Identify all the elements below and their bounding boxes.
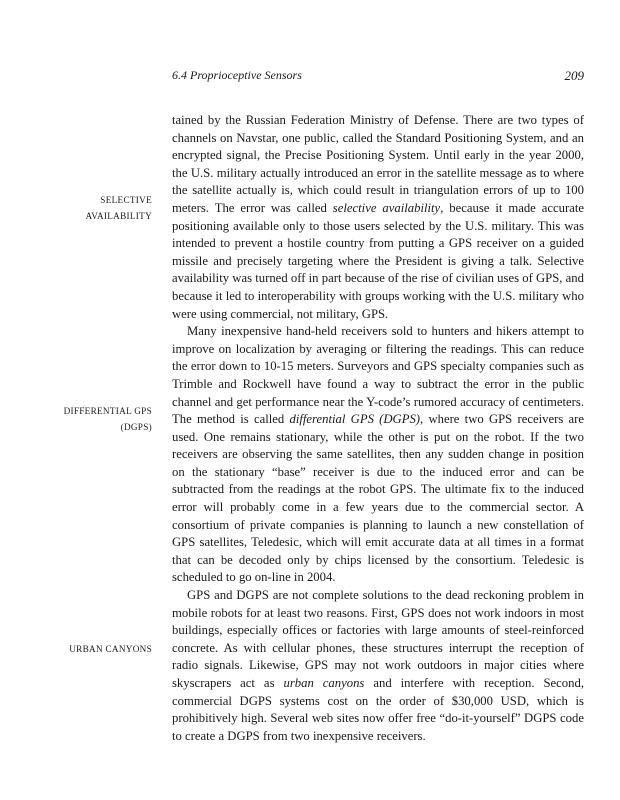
margin-note-line: SELECTIVE xyxy=(100,195,152,205)
section-title: 6.4 Proprioceptive Sensors xyxy=(172,68,302,82)
margin-note-line: URBAN CANYONS xyxy=(69,644,152,654)
text-run: and interfere with reception. Second, commercial DGPS systems cost on the order of $30,000 USD, which is prohibitively high. Several web sites now offer free “do-it-yourself” DGPS code to create a DGPS from two inexpensive receivers. xyxy=(172,676,585,743)
margin-note-line: DIFFERENTIAL GPS xyxy=(63,406,152,416)
paragraph-1 xyxy=(172,112,584,323)
margin-note-urban-canyons xyxy=(30,641,152,657)
margin-note-differential-gps xyxy=(30,403,152,435)
text-run: tained by the Russian Federation Ministry of Defense. There are two types of channels on Navstar, one public, called the Standard Positioning System, and an encrypted signal, the Precise Positioning System. Until early in the year 2000, the U.S. military actually introduced an error in the satellite message as to where the satellite actually is, which could result in triangulation errors of up to 100 meters. The error was called xyxy=(172,113,584,215)
key-term-selective-availability: selective availability xyxy=(332,200,441,215)
margin-note-line: AVAILABILITY xyxy=(85,211,152,221)
text-run: Many inexpensive hand-held receivers sold to hunters and hikers attempt to improve on localization by averaging or filtering the readings. This can reduce the error down to 10-15 meters. Surveyors and GPS specialty companies such as Trimble and Rockwell have found a way to subtract the error in the public channel and get performance near the Y-code’s rumored accuracy of centimeters. The method is called xyxy=(172,324,584,427)
paragraph-2 xyxy=(172,323,584,587)
margin-note-selective-availability xyxy=(30,192,152,224)
text-run: GPS and DGPS are not complete solutions to the dead reckoning problem in mobile robots for at least two reasons. First, GPS does not work indoors in most buildings, especially offices or factories with large amounts of steel-reinforced concrete. As with cellular phones, these structures interrupt the reception of radio signals. Likewise, GPS may not work outdoors in major cities where skyscrapers act as xyxy=(172,588,584,690)
body-text xyxy=(172,112,584,745)
text-run: , because it made accurate positioning available only to those users selected by the U.S. military. This was intended to prevent a hostile country from putting a GPS receiver on a guided missile and precisely targeting where the President is giving a talk. Selective availability was turned off in part because of the rise of civilian uses of GPS, and because it led to interoperability with groups working with the U.S. military who were using commercial, not military, GPS. xyxy=(172,200,584,321)
key-term-dgps: differential GPS (DGPS) xyxy=(289,412,421,427)
running-header xyxy=(172,68,584,86)
paragraph-3 xyxy=(172,587,584,745)
margin-note-line: (DGPS) xyxy=(120,422,152,432)
text-run: , where two GPS receivers are used. One remains stationary, while the other is put on the robot. If the two receivers are observing the same satellites, then any sudden change in position on the stationary “base” receiver is due to the induced error and can be subtracted from the readings at the robot GPS. The ultimate fix to the induced error will probably come in a few years due to the commercial sector. A consortium of private companies is planning to launch a new constellation of GPS satellites, Teledesic, which will emit accurate data at all times in a format that can be decoded only by chips licensed by the consortium. Teledesic is scheduled to go on-line in 2004. xyxy=(172,412,584,585)
key-term-urban-canyons: urban canyons xyxy=(283,676,365,690)
page-number: 209 xyxy=(564,68,584,83)
